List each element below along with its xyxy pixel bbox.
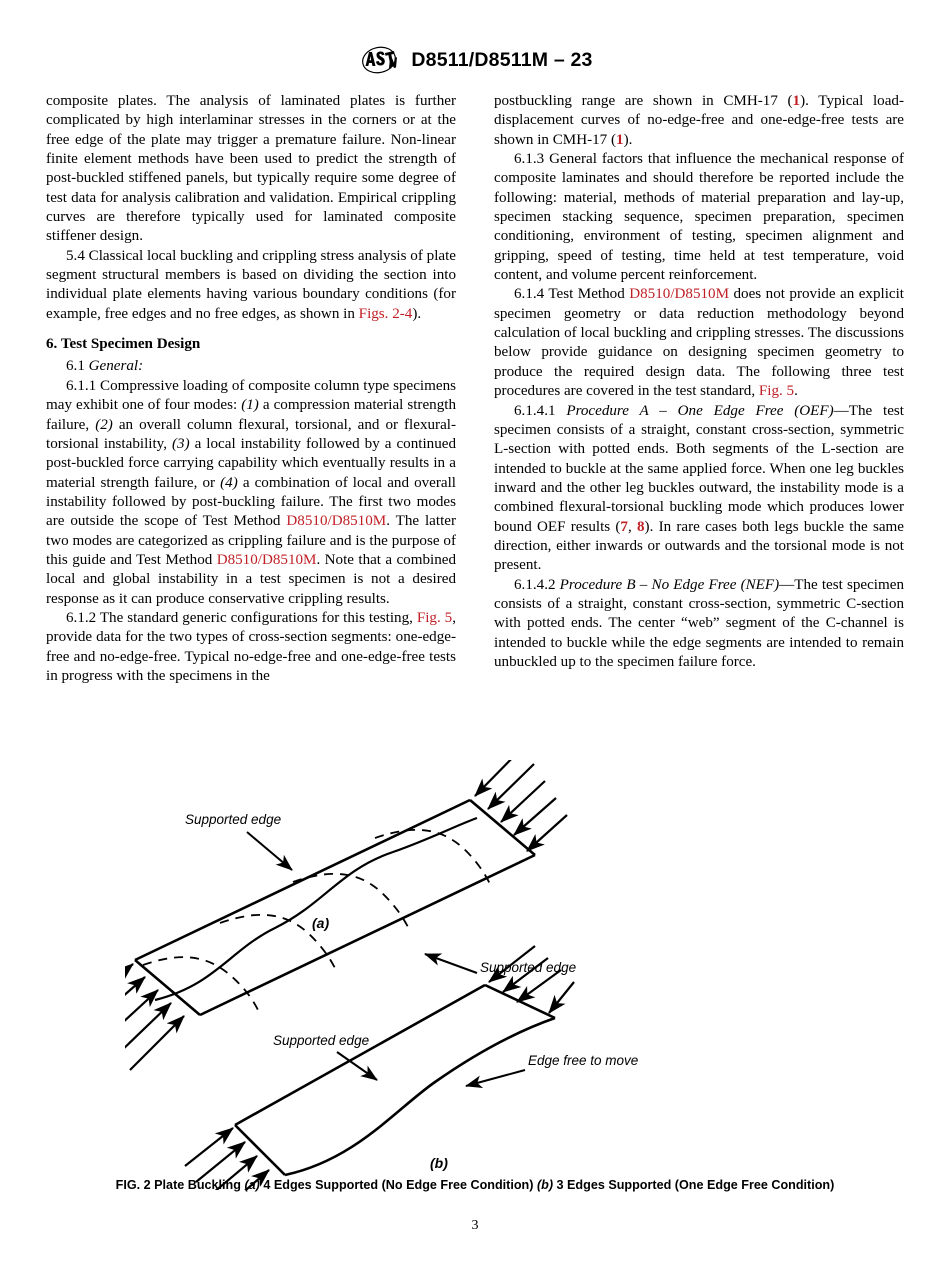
body-text: 3 Edges Supported (One Edge Free Condition): [553, 1178, 835, 1192]
panel-a-label-supported-edge-lower: Supported edge: [480, 960, 577, 975]
body-text: ).: [623, 131, 633, 148]
emphasis-text: Procedure B – No Edge Free (NEF): [559, 576, 780, 593]
cross-reference-link[interactable]: D8510/D8510M: [216, 551, 317, 568]
body-text: 6.1.4 Test Method: [514, 286, 630, 303]
paragraph-5-4: [46, 247, 456, 324]
body-text: 6.1.4.2: [514, 576, 560, 593]
body-text: —The test specimen consists of a straight, constant cross-section, symmetric L-section with potted ends. Both segments of the L-section are intended to buckle at the same applied force. When one leg buckles inward and the other leg buckles outward, the instability mode is a combined flexural-torsional buckling mode which produces lower bound OEF results (: [494, 402, 904, 535]
body-text: composite plates. The analysis of laminated plates is further complicated by high interlaminar stresses in the corners or at the free edge of the plate may trigger a premature failure. Non-linear finite element methods have been used to predict the strength of post-buckled stiffened panels, but typically require some degree of test data for analysis calibration and validation. Empirical crippling curves are therefore typically used for laminated composite stiffener design.: [46, 93, 456, 245]
panel-b-load-arrows-right: [489, 946, 574, 1013]
citation-link[interactable]: 1: [792, 93, 801, 109]
citation-link[interactable]: 7: [620, 518, 628, 535]
body-text: . The latter two modes are categorized as crippling failure and is the purpose of this guide and Test Method: [46, 513, 456, 568]
emphasis-text: General:: [88, 358, 144, 375]
paragraph-6-1-1: [46, 377, 456, 609]
panel-a-lower-edge: [200, 855, 535, 1015]
panel-b-group: [185, 946, 577, 1190]
paragraph-6-1-3: [494, 150, 904, 285]
paragraph-6-1-4-1: [494, 402, 904, 576]
cross-reference-link[interactable]: D8510/D8510M: [629, 286, 730, 303]
cross-reference-link[interactable]: Figs. 2-4: [358, 305, 413, 322]
panel-a-buckle-wave: [155, 818, 477, 1000]
citation-link[interactable]: 1: [616, 131, 624, 148]
citation-link[interactable]: 8: [637, 518, 645, 535]
panel-a-leader-lower: [425, 954, 477, 973]
panel-a-dashed-arc-1: [143, 957, 258, 1010]
body-text: 5.4 Classical local buckling and crippling stress analysis of plate segment structural members is based on dividing the section into individual plate elements having various boundary conditions (for example, free edges and no free edges, as shown in: [46, 247, 456, 322]
body-text: 6.1.4.1: [514, 402, 567, 419]
cross-reference-link[interactable]: D8510/D8510M: [286, 513, 387, 530]
body-text: does not provide an explicit specimen geometry or data reduction methodology beyond calculation of local buckling and crippling stresses. The discussions below provide guidance on designing specimen geometry to produce the required design data. The following three test procedures are covered in the test standard,: [494, 286, 904, 400]
astm-logo-icon: [357, 44, 401, 76]
figure-2-drawing: [125, 760, 825, 1190]
body-text: 6.1.1 Compressive loading of composite column type specimens may exhibit one of four modes:: [46, 377, 456, 414]
body-text: a combination of local and overall instability followed by post-buckling failure. The first two modes are outside the scope of Test Method: [46, 474, 456, 530]
panel-b-label-edge-free: Edge free to move: [528, 1053, 639, 1068]
body-text: ).: [412, 305, 422, 322]
panel-a-load-arrows-right: [475, 760, 567, 851]
right-column: [494, 92, 904, 686]
body-text: postbuckling range are shown in CMH-17 (: [494, 93, 793, 109]
page-title: D8511/D8511M – 23: [411, 48, 593, 71]
body-text: .: [794, 383, 798, 400]
emphasis-text: (a): [244, 1178, 260, 1192]
figure-caption: [0, 1178, 950, 1192]
section-heading-6: 6. Test Specimen Design: [46, 336, 201, 353]
emphasis-text: (2): [95, 416, 113, 433]
body-text: a compression material strength failure,: [46, 397, 456, 433]
emphasis-text: (b): [536, 1178, 554, 1192]
body-columns: [46, 92, 904, 686]
panel-b-label: (b): [430, 1155, 448, 1171]
body-text: —The test specimen consists of a straight, constant cross-section, symmetric C-section with potted ends. The center “web” segment of the C-channel is intended to buckle while the edge segments are intended to remain unbuckled up to the specimen failure force.: [494, 576, 904, 670]
panel-b-label-supported-edge: Supported edge: [273, 1033, 370, 1048]
body-text: ). Typical load-displacement curves of no-edge-free and one-edge-free tests are shown in CMH-17 (: [494, 93, 904, 148]
cross-reference-link[interactable]: Fig. 5: [416, 609, 453, 626]
panel-a-load-arrows-left: [125, 964, 184, 1070]
panel-a-label-supported-edge-upper: Supported edge: [185, 812, 282, 827]
paragraph-6-1-4-2: [494, 576, 904, 673]
body-text: FIG. 2 Plate Buckling: [115, 1178, 245, 1192]
panel-a-dashed-arc-3: [293, 874, 409, 929]
emphasis-text: (4): [220, 474, 238, 491]
panel-a-label: (a): [312, 915, 330, 931]
panel-a-right-edge: [470, 800, 535, 855]
panel-b-leader-free: [466, 1070, 525, 1086]
left-column: [46, 92, 456, 686]
body-text: 6.1: [66, 358, 89, 375]
page-number: 3: [471, 1218, 479, 1233]
body-text: 6.1.2 The standard generic configurations for this testing,: [66, 609, 417, 626]
body-text: a local instability followed by a continued post-buckled force carrying capability which eventually results in a material strength failure, or: [46, 435, 456, 491]
body-text: ). In rare cases both legs buckle the same direction, either inwards or outwards and the torsional mode is not present.: [494, 518, 904, 574]
emphasis-text: (3): [172, 435, 190, 452]
emphasis-text: (1): [241, 397, 259, 414]
body-text: . Note that a combined local and global instability in a test specimen is not a desired response as it can produce conservative crippling results.: [46, 551, 456, 607]
body-text: 6.1.3 General factors that influence the mechanical response of composite laminates and should therefore be reported include the following: material, methods of material preparation and lay-up, specimen stacking sequence, specimen preparation, specimen conditioning, environment of testing, specimen alignment and gripping, speed of testing, time held at test temperature, void content, and volume percent reinforcement.: [494, 151, 904, 284]
cross-reference-link[interactable]: Fig. 5: [758, 383, 795, 400]
body-text: an overall column flexural, torsional, and or flexural-torsional instability,: [46, 416, 456, 452]
panel-b-upper-edge: [235, 985, 485, 1125]
body-text: 4 Edges Supported (No Edge Free Condition): [259, 1178, 537, 1192]
figure-2: [0, 760, 950, 1200]
panel-a-group: [125, 760, 567, 1070]
body-text: ,: [627, 518, 637, 535]
paragraph-6-1-2-continued: [494, 92, 904, 150]
paragraph-6-1-4: [494, 285, 904, 401]
panel-b-right-edge: [485, 985, 555, 1018]
paragraph-6-1-2: [46, 609, 456, 686]
emphasis-text: Procedure A – One Edge Free (OEF): [566, 402, 834, 419]
body-text: , provide data for the two types of cross-section segments: one-edge-free and no-edge-free. Typical no-edge-free and one-edge-free tests in progress with the specimens in the: [46, 609, 456, 684]
panel-a-leader-upper: [247, 832, 292, 870]
page-header: [0, 44, 950, 76]
paragraph-6-1: [46, 357, 456, 376]
paragraph-5-3-continued: [46, 92, 456, 247]
